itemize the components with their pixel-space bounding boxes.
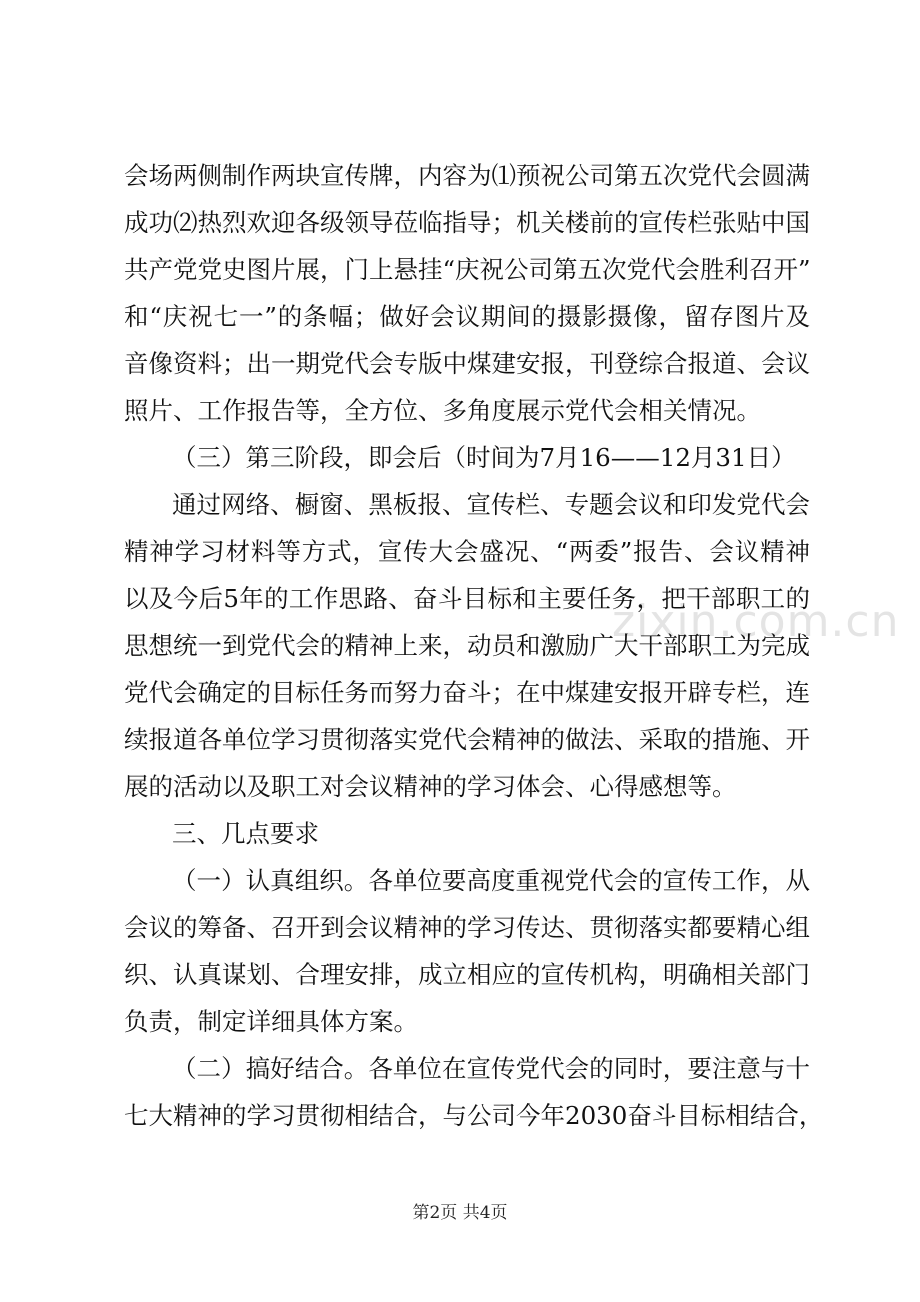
text-line: （二）搞好结合。各单位在宣传党代会的同时，要注意与十 — [172, 1054, 810, 1083]
text-line: 党代会确定的目标任务而努力奋斗；在中煤建安报开辟专栏，连 — [124, 678, 810, 707]
text-line: （一）认真组织。各单位要高度重视党代会的宣传工作，从 — [172, 866, 810, 895]
text-line: 思想统一到党代会的精神上来，动员和激励广大干部职工为完成 — [124, 631, 810, 660]
section-heading: 三、几点要求 — [172, 819, 319, 848]
text-line: 负责，制定详细具体方案。 — [124, 1007, 418, 1036]
document-body — [124, 152, 824, 1139]
page-footer: 第2页 共4页 — [412, 1203, 508, 1223]
text-line: 会场两侧制作两块宣传牌，内容为⑴预祝公司第五次党代会圆满 — [124, 161, 810, 190]
text-line: 共产党党史图片展，门上悬挂“庆祝公司第五次党代会胜利召开” — [124, 255, 811, 284]
text-line: 会议的筹备、召开到会议精神的学习传达、贯彻落实都要精心组 — [124, 913, 810, 942]
text-line: 精神学习材料等方式，宣传大会盛况、“两委”报告、会议精神 — [124, 537, 810, 566]
text-line: 织、认真谋划、合理安排，成立相应的宣传机构，明确相关部门 — [124, 960, 810, 989]
text-line: 续报道各单位学习贯彻落实党代会精神的做法、采取的措施、开 — [124, 725, 810, 754]
section-heading: （三）第三阶段，即会后（时间为7月16——12月31日） — [172, 443, 796, 472]
text-line: 成功⑵热烈欢迎各级领导莅临指导；机关楼前的宣传栏张贴中国 — [124, 208, 810, 237]
text-line: 展的活动以及职工对会议精神的学习体会、心得感想等。 — [124, 772, 737, 801]
text-line: 七大精神的学习贯彻相结合，与公司今年2030奋斗目标相结合， — [124, 1101, 824, 1130]
text-line: 通过网络、橱窗、黑板报、宣传栏、专题会议和印发党代会 — [172, 490, 810, 519]
watermark: zixin.com.cn — [612, 596, 900, 647]
text-line: 照片、工作报告等，全方位、多角度展示党代会相关情况。 — [124, 396, 761, 425]
text-line: 音像资料；出一期党代会专版中煤建安报，刊登综合报道、会议 — [124, 349, 810, 378]
text-line: 以及今后5年的工作思路、奋斗目标和主要任务，把干部职工的 — [124, 584, 810, 613]
text-line: 和“庆祝七一”的条幅；做好会议期间的摄影摄像，留存图片及 — [124, 302, 810, 331]
